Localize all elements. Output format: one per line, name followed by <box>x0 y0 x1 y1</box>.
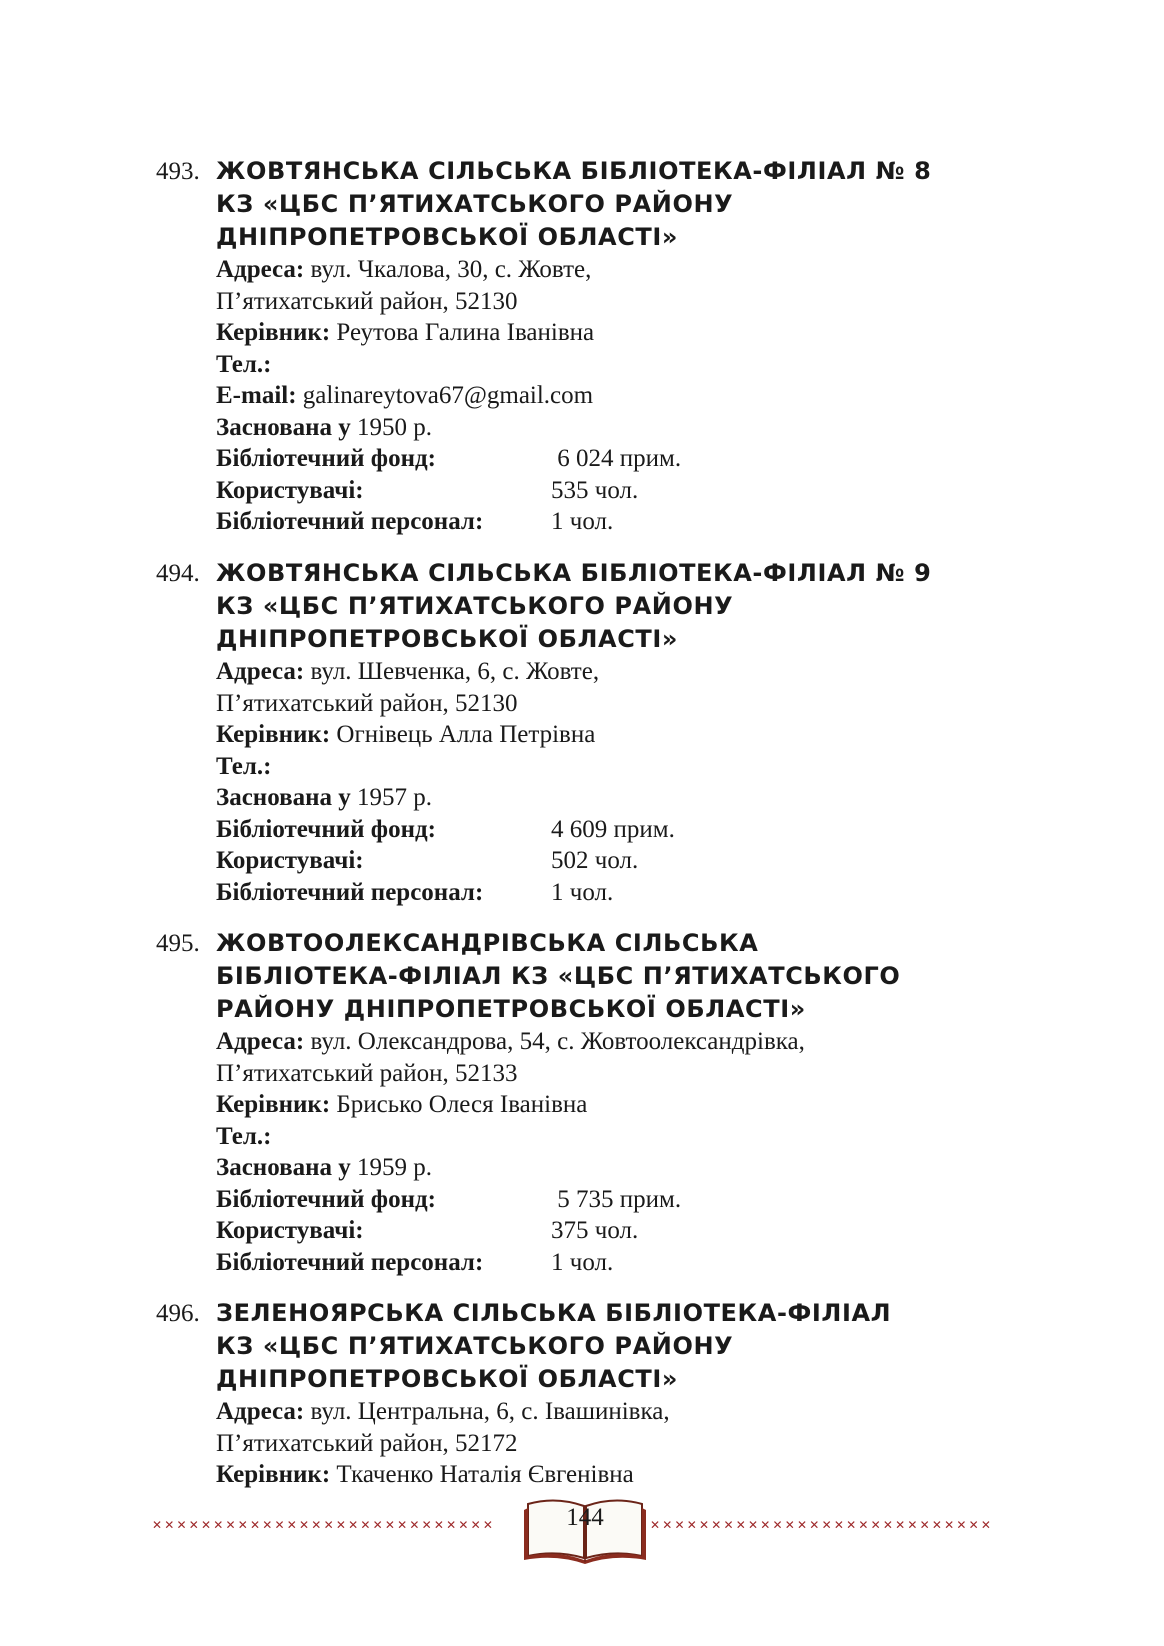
entry-493 <box>156 155 1056 538</box>
entry-title: 493. ЖОВТЯНСЬКА СІЛЬСЬКА БІБЛІОТЕКА-ФІЛІАЛ № 8 <box>156 155 1056 188</box>
staff-value: 1 чол. <box>551 1248 614 1276</box>
users-value: 502 чол. <box>551 847 639 874</box>
founded-label: Заснована у <box>216 784 351 811</box>
founded-row <box>156 782 1056 814</box>
head-row <box>156 719 1056 751</box>
fund-label: Бібліотечний фонд: <box>216 815 436 843</box>
ornament-right: ✕✕✕✕✕✕✕✕✕✕✕✕✕✕✕✕✕✕✕✕✕✕✕✕✕✕✕✕ <box>650 1518 994 1532</box>
entry-title-line: КЗ «ЦБС П’ЯТИХАТСЬКОГО РАЙОНУ <box>216 592 734 620</box>
founded-value: 1950 р. <box>356 413 432 441</box>
users-label: Користувачі: <box>216 847 364 874</box>
staff-label: Бібліотечний персонал: <box>216 878 484 906</box>
entry-495 <box>156 927 1056 1278</box>
users-row <box>156 1215 1056 1247</box>
entry-number: 495. <box>156 930 200 957</box>
head-row <box>156 1089 1056 1121</box>
staff-value: 1 чол. <box>551 508 614 535</box>
users-row <box>156 845 1056 877</box>
users-value: 375 чол. <box>551 1217 639 1244</box>
address-value: П’ятихатський район, 52130 <box>216 689 518 717</box>
address-row <box>156 1396 1056 1428</box>
head-value: Реутова Галина Іванівна <box>336 319 595 346</box>
staff-value: 1 чол. <box>551 878 614 906</box>
address-row <box>156 656 1056 688</box>
entry-title-line: РАЙОНУ ДНІПРОПЕТРОВСЬКОЇ ОБЛАСТІ» <box>216 995 806 1023</box>
staff-row <box>156 877 1056 909</box>
address-value: вул. Центральна, 6, с. Івашинівка, <box>310 1398 670 1425</box>
head-label: Керівник: <box>216 1091 331 1118</box>
staff-row <box>156 1247 1056 1279</box>
address-row <box>156 254 1056 286</box>
users-label: Користувачі: <box>216 1217 364 1244</box>
founded-row <box>156 1152 1056 1184</box>
address-label: Адреса: <box>216 256 305 283</box>
address-value: П’ятихатський район, 52133 <box>216 1059 518 1087</box>
entry-title-line: КЗ «ЦБС П’ЯТИХАТСЬКОГО РАЙОНУ <box>216 1332 734 1360</box>
address-value: вул. Шевченка, 6, с. Жовте, <box>310 658 600 685</box>
head-value: Ткаченко Наталія Євгенівна <box>336 1461 634 1488</box>
entry-number: 493. <box>156 158 200 185</box>
entry-number: 496. <box>156 1300 200 1327</box>
fund-label: Бібліотечний фонд: <box>216 1185 436 1213</box>
head-row <box>156 317 1056 349</box>
email-value[interactable]: galinareytova67@gmail.com <box>302 382 594 409</box>
email-label: E-mail: <box>216 382 297 409</box>
entry-title: 495. ЖОВТООЛЕКСАНДРІВСЬКА СІЛЬСЬКА <box>156 927 1056 960</box>
address-value: вул. Чкалова, 30, с. Жовте, <box>310 256 592 283</box>
fund-row <box>156 443 1056 475</box>
staff-label: Бібліотечний персонал: <box>216 508 484 535</box>
founded-value: 1959 р. <box>356 1154 432 1181</box>
page-number: 144 <box>566 1504 604 1531</box>
phone-label: Тел.: <box>216 1122 272 1150</box>
fund-value: 6 024 прим. <box>551 445 682 472</box>
users-value: 535 чол. <box>551 476 639 504</box>
founded-row <box>156 412 1056 444</box>
head-label: Керівник: <box>216 1461 331 1488</box>
staff-row <box>156 506 1056 538</box>
founded-value: 1957 р. <box>356 784 432 811</box>
phone-label: Тел.: <box>216 752 272 780</box>
head-value: Брисько Олеся Іванівна <box>336 1091 588 1118</box>
head-row <box>156 1459 1056 1491</box>
ornament-left: ✕✕✕✕✕✕✕✕✕✕✕✕✕✕✕✕✕✕✕✕✕✕✕✕✕✕✕✕ <box>152 1518 496 1532</box>
fund-label: Бібліотечний фонд: <box>216 445 436 472</box>
head-label: Керівник: <box>216 319 331 346</box>
staff-label: Бібліотечний персонал: <box>216 1248 484 1276</box>
entry-number: 494. <box>156 560 200 587</box>
entry-title-line: ДНІПРОПЕТРОВСЬКОЇ ОБЛАСТІ» <box>216 1365 679 1393</box>
entry-title-line: ДНІПРОПЕТРОВСЬКОЇ ОБЛАСТІ» <box>216 223 679 251</box>
address-value: П’ятихатський район, 52172 <box>216 1429 518 1457</box>
users-row <box>156 475 1056 507</box>
address-label: Адреса: <box>216 658 305 685</box>
entry-496 <box>156 1297 1056 1491</box>
phone-label: Тел.: <box>216 350 272 378</box>
head-value: Огнівець Алла Петрівна <box>336 721 596 748</box>
founded-label: Заснована у <box>216 1154 351 1181</box>
entry-title: 494. ЖОВТЯНСЬКА СІЛЬСЬКА БІБЛІОТЕКА-ФІЛІАЛ № 9 <box>156 557 1056 590</box>
users-label: Користувачі: <box>216 476 364 504</box>
address-value: вул. Олександрова, 54, с. Жовтоолександрівка, <box>310 1028 805 1055</box>
address-label: Адреса: <box>216 1398 305 1425</box>
address-label: Адреса: <box>216 1028 305 1055</box>
entry-494 <box>156 557 1056 908</box>
email-row <box>156 380 1056 412</box>
entry-title-line: КЗ «ЦБС П’ЯТИХАТСЬКОГО РАЙОНУ <box>216 190 734 218</box>
page-footer <box>0 1490 1164 1580</box>
fund-row <box>156 814 1056 846</box>
entry-title: 496. ЗЕЛЕНОЯРСЬКА СІЛЬСЬКА БІБЛІОТЕКА-ФІЛІАЛ <box>156 1297 1056 1330</box>
address-value: П’ятихатський район, 52130 <box>216 287 518 315</box>
fund-value: 4 609 прим. <box>551 815 675 843</box>
fund-value: 5 735 прим. <box>551 1185 682 1213</box>
address-row <box>156 1026 1056 1058</box>
entry-title-line: БІБЛІОТЕКА-ФІЛІАЛ КЗ «ЦБС П’ЯТИХАТСЬКОГО <box>216 962 901 990</box>
entry-title-line: ДНІПРОПЕТРОВСЬКОЇ ОБЛАСТІ» <box>216 625 679 653</box>
fund-row <box>156 1184 1056 1216</box>
founded-label: Заснована у <box>216 413 351 441</box>
head-label: Керівник: <box>216 721 331 748</box>
